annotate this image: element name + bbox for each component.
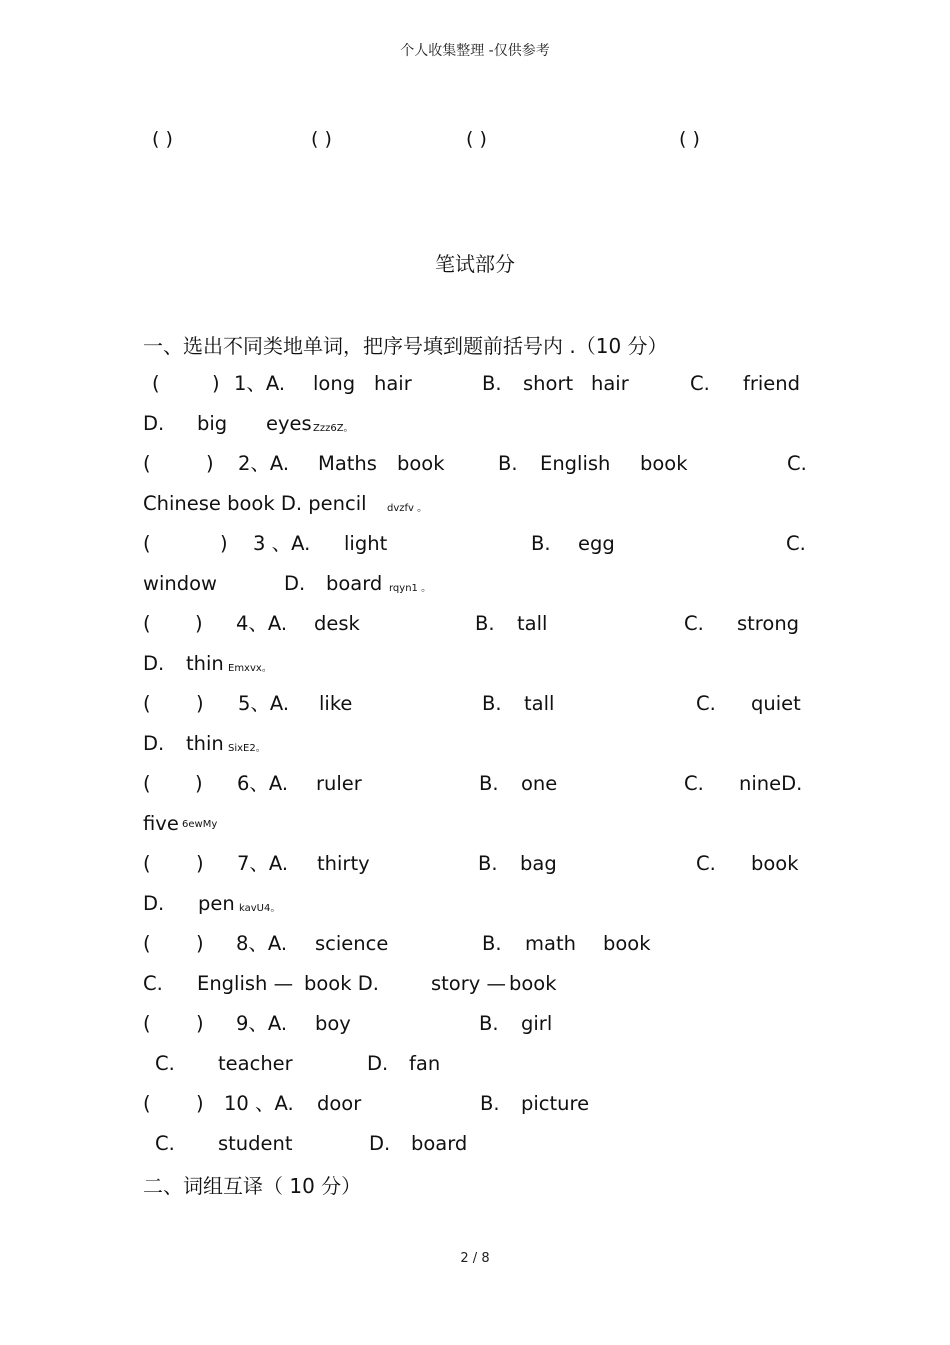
question-token: boy [315, 1012, 351, 1035]
question-token: ) [196, 692, 204, 715]
question-token: C. [155, 1132, 175, 1155]
question-token: D. [143, 732, 165, 755]
question-token: friend [743, 372, 801, 395]
question-token: book [603, 932, 651, 955]
question-token: math [525, 932, 576, 955]
question-token: B. [531, 532, 551, 555]
question-token: ( [143, 452, 151, 475]
question-token: picture [521, 1092, 590, 1115]
question-token: English — [197, 972, 294, 995]
question-token: short [523, 372, 574, 395]
watermark-code: Zzz6Z。 [313, 423, 354, 434]
question-token: ) [196, 1012, 204, 1035]
question-token: science [315, 932, 389, 955]
page-header: 个人收集整理 -仅供参考 [400, 43, 550, 59]
question-token: ( [143, 1012, 151, 1035]
question-token: C. [696, 692, 716, 715]
question-token: fan [409, 1052, 441, 1075]
question-token: thin [186, 732, 224, 755]
question-token: B. [498, 452, 518, 475]
question-token: like [319, 692, 353, 715]
question-token: ) [195, 612, 203, 635]
question-token: light [344, 532, 388, 555]
question-token: D. [143, 652, 165, 675]
question-token: Maths [318, 452, 377, 475]
question-token: B. [482, 692, 502, 715]
watermark-code: 6ewMy [182, 819, 218, 830]
answer-bracket: ( ) [679, 128, 700, 150]
question-token: five [143, 812, 179, 835]
question-token: ( [143, 612, 151, 635]
answer-bracket: ( ) [152, 128, 173, 150]
question-token: eyes [266, 412, 312, 435]
question-token: strong [737, 612, 800, 635]
question-token: quiet [751, 692, 801, 715]
question-token: C. [155, 1052, 175, 1075]
question-token: ( [143, 692, 151, 715]
question-token: student [218, 1132, 293, 1155]
question-token: 9、A. [236, 1012, 288, 1035]
question-token: book [509, 972, 557, 995]
question-token: C. [684, 772, 704, 795]
question-token: Chinese book D. pencil [143, 492, 367, 515]
question-token: board [326, 572, 383, 595]
question-token: thirty [317, 852, 370, 875]
question-token: 7、A. [237, 852, 289, 875]
question-token: egg [578, 532, 615, 555]
watermark-code: kavU4。 [239, 903, 281, 914]
question-token: B. [479, 1012, 499, 1035]
watermark-code: SixE2。 [228, 743, 266, 754]
question-token: B. [482, 932, 502, 955]
question-token: thin [186, 652, 224, 675]
question-token: ) [220, 532, 228, 555]
question-token: C. [684, 612, 704, 635]
question-token: big [197, 412, 228, 435]
question-token: nineD. [739, 772, 803, 795]
question-token: 5、A. [238, 692, 290, 715]
section-title: 笔试部分 [435, 252, 515, 276]
answer-bracket: ( ) [466, 128, 487, 150]
question-token: pen [198, 892, 235, 915]
question-token: B. [482, 372, 502, 395]
question-token: teacher [218, 1052, 293, 1075]
question-token: book D. [304, 972, 379, 995]
question-token: ( [143, 852, 151, 875]
question-token: 10 、A. [224, 1092, 294, 1115]
question-token: D. [284, 572, 306, 595]
question-token: ) [196, 932, 204, 955]
question-token: ) [212, 372, 220, 395]
question-token: 8、A. [236, 932, 288, 955]
question-token: story — [431, 972, 506, 995]
question-token: hair [374, 372, 412, 395]
question-token: ( [143, 1092, 151, 1115]
question-token: ) [196, 852, 204, 875]
question-token: 1、A. [234, 372, 286, 395]
question-token: ruler [316, 772, 362, 795]
question-token: 4、A. [236, 612, 288, 635]
watermark-code: dvzfv 。 [387, 503, 428, 514]
question-token: ( [152, 372, 160, 395]
question-token: one [521, 772, 558, 795]
question-token: ( [143, 532, 151, 555]
watermark-code: rqyn1 。 [389, 583, 432, 594]
question-token: B. [480, 1092, 500, 1115]
question-token: B. [478, 852, 498, 875]
question-token: girl [521, 1012, 553, 1035]
question-token: ) [206, 452, 214, 475]
question-token: ( [143, 932, 151, 955]
question-token: C. [786, 532, 806, 555]
question-token: 6、A. [237, 772, 289, 795]
question-token: English [540, 452, 611, 475]
question-token: desk [314, 612, 360, 635]
part2-heading: 二、词组互译（ 10 分） [143, 1174, 362, 1198]
question-token: tall [517, 612, 548, 635]
answer-bracket: ( ) [311, 128, 332, 150]
question-token: book [397, 452, 445, 475]
question-token: C. [143, 972, 163, 995]
watermark-code: Emxvx。 [228, 663, 272, 674]
question-token: long [313, 372, 356, 395]
page-number: 2 / 8 [460, 1251, 490, 1266]
question-token: D. [143, 412, 165, 435]
question-token: book [751, 852, 799, 875]
question-token: tall [524, 692, 555, 715]
question-token: door [317, 1092, 362, 1115]
question-token: C. [787, 452, 807, 475]
part1-heading: 一、选出不同类地单词，把序号填到题前括号内 .（10 分） [143, 334, 668, 358]
question-token: hair [591, 372, 629, 395]
question-token: ) [196, 1092, 204, 1115]
question-token: book [640, 452, 688, 475]
question-token: window [143, 572, 217, 595]
question-token: ) [195, 772, 203, 795]
question-token: C. [696, 852, 716, 875]
question-token: B. [475, 612, 495, 635]
question-token: D. [143, 892, 165, 915]
question-token: board [411, 1132, 468, 1155]
question-token: 2、A. [238, 452, 290, 475]
question-token: D. [367, 1052, 389, 1075]
question-token: D. [369, 1132, 391, 1155]
question-token: B. [479, 772, 499, 795]
question-token: 3 、A. [253, 532, 311, 555]
question-token: C. [690, 372, 710, 395]
question-token: ( [143, 772, 151, 795]
question-token: bag [520, 852, 557, 875]
